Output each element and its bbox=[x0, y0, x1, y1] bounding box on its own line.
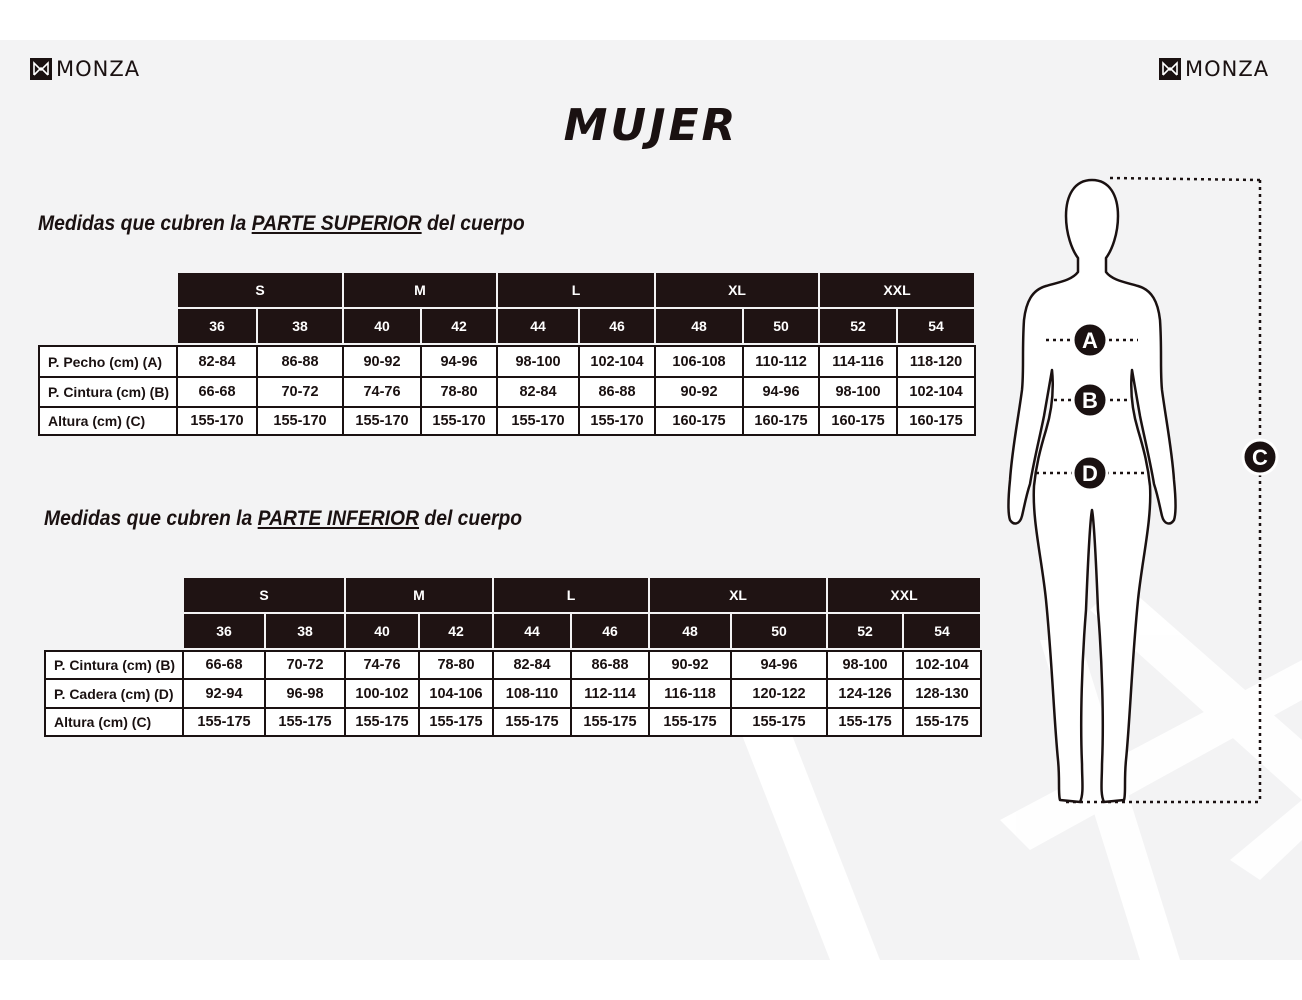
table-cell: 155-175 bbox=[494, 709, 572, 737]
size-number: 42 bbox=[420, 614, 494, 650]
size-header-l: L bbox=[498, 273, 656, 309]
marker-a-label: A bbox=[1082, 328, 1098, 353]
row-label: Altura (cm) (C) bbox=[44, 709, 184, 737]
table-cell: 118-120 bbox=[898, 345, 976, 378]
table-cell: 100-102 bbox=[346, 680, 420, 709]
row-label: P. Cadera (cm) (D) bbox=[44, 680, 184, 709]
table-cell: 86-88 bbox=[580, 378, 656, 408]
table-cell: 155-170 bbox=[258, 408, 344, 436]
table-cell: 90-92 bbox=[656, 378, 744, 408]
table-cell: 155-170 bbox=[344, 408, 422, 436]
table-cell: 155-170 bbox=[498, 408, 580, 436]
blank-corner bbox=[44, 614, 184, 650]
marker-c-label: C bbox=[1252, 445, 1268, 470]
table-cell: 94-96 bbox=[732, 650, 828, 680]
table-cell: 155-175 bbox=[650, 709, 732, 737]
size-header-m: M bbox=[346, 578, 494, 614]
table-cell: 74-76 bbox=[346, 650, 420, 680]
brand-logo-left bbox=[30, 58, 140, 80]
size-number-row bbox=[44, 614, 982, 650]
table-cell: 96-98 bbox=[266, 680, 346, 709]
upper-size-table bbox=[38, 273, 976, 436]
size-number: 46 bbox=[580, 309, 656, 345]
blank-corner bbox=[38, 273, 178, 309]
size-number: 36 bbox=[184, 614, 266, 650]
size-number: 54 bbox=[898, 309, 976, 345]
table-cell: 82-84 bbox=[178, 345, 258, 378]
heading-text: Medidas que cubren la bbox=[38, 212, 252, 235]
size-number: 48 bbox=[656, 309, 744, 345]
row-label: P. Cintura (cm) (B) bbox=[44, 650, 184, 680]
size-number: 36 bbox=[178, 309, 258, 345]
blank-corner bbox=[44, 578, 184, 614]
brand-logo-right bbox=[1159, 58, 1269, 80]
table-cell: 90-92 bbox=[344, 345, 422, 378]
marker-b bbox=[1073, 383, 1107, 417]
table-cell: 114-116 bbox=[820, 345, 898, 378]
table-cell: 70-72 bbox=[266, 650, 346, 680]
size-number: 44 bbox=[498, 309, 580, 345]
marker-d bbox=[1073, 456, 1107, 490]
table-row bbox=[38, 378, 976, 408]
upper-body-heading bbox=[38, 212, 525, 236]
table-cell: 155-175 bbox=[572, 709, 650, 737]
table-cell: 70-72 bbox=[258, 378, 344, 408]
size-chart-sheet bbox=[0, 40, 1302, 960]
marker-a bbox=[1073, 323, 1107, 357]
table-cell: 74-76 bbox=[344, 378, 422, 408]
heading-highlight: PARTE SUPERIOR bbox=[251, 212, 422, 235]
table-cell: 120-122 bbox=[732, 680, 828, 709]
table-cell: 82-84 bbox=[494, 650, 572, 680]
table-row bbox=[38, 345, 976, 378]
table-cell: 128-130 bbox=[904, 680, 982, 709]
table-cell: 90-92 bbox=[650, 650, 732, 680]
table-cell: 160-175 bbox=[898, 408, 976, 436]
size-number: 48 bbox=[650, 614, 732, 650]
table-cell: 98-100 bbox=[498, 345, 580, 378]
table-cell: 110-112 bbox=[744, 345, 820, 378]
table-cell: 106-108 bbox=[656, 345, 744, 378]
table-row bbox=[44, 650, 982, 680]
size-number: 50 bbox=[732, 614, 828, 650]
table-cell: 108-110 bbox=[494, 680, 572, 709]
size-header-xxl: XXL bbox=[820, 273, 976, 309]
table-cell: 155-175 bbox=[184, 709, 266, 737]
table-cell: 160-175 bbox=[744, 408, 820, 436]
size-header-s: S bbox=[184, 578, 346, 614]
table-cell: 82-84 bbox=[498, 378, 580, 408]
size-number: 54 bbox=[904, 614, 982, 650]
table-cell: 86-88 bbox=[258, 345, 344, 378]
blank-corner bbox=[38, 309, 178, 345]
monza-logo-icon bbox=[1159, 58, 1181, 80]
table-cell: 86-88 bbox=[572, 650, 650, 680]
table-cell: 66-68 bbox=[184, 650, 266, 680]
size-header-xl: XL bbox=[656, 273, 820, 309]
table-cell: 104-106 bbox=[420, 680, 494, 709]
lower-size-table bbox=[44, 578, 982, 737]
size-number: 46 bbox=[572, 614, 650, 650]
table-cell: 98-100 bbox=[828, 650, 904, 680]
marker-c bbox=[1243, 440, 1277, 474]
brand-wordmark: MONZA bbox=[56, 57, 141, 81]
table-cell: 98-100 bbox=[820, 378, 898, 408]
marker-d-label: D bbox=[1082, 461, 1098, 486]
table-cell: 155-170 bbox=[580, 408, 656, 436]
table-cell: 155-175 bbox=[828, 709, 904, 737]
table-cell: 160-175 bbox=[820, 408, 898, 436]
heading-highlight: PARTE INFERIOR bbox=[257, 507, 420, 530]
size-header-s: S bbox=[178, 273, 344, 309]
table-cell: 116-118 bbox=[650, 680, 732, 709]
size-number: 42 bbox=[422, 309, 498, 345]
table-cell: 155-175 bbox=[266, 709, 346, 737]
table-cell: 155-175 bbox=[732, 709, 828, 737]
marker-b-label: B bbox=[1082, 388, 1098, 413]
table-row bbox=[44, 709, 982, 737]
size-header-l: L bbox=[494, 578, 650, 614]
table-cell: 102-104 bbox=[580, 345, 656, 378]
table-cell: 94-96 bbox=[744, 378, 820, 408]
table-cell: 124-126 bbox=[828, 680, 904, 709]
table-row bbox=[44, 680, 982, 709]
size-number: 40 bbox=[346, 614, 420, 650]
table-cell: 155-175 bbox=[346, 709, 420, 737]
table-cell: 78-80 bbox=[420, 650, 494, 680]
size-letter-row bbox=[38, 273, 976, 309]
size-number: 44 bbox=[494, 614, 572, 650]
page-title: MUJER bbox=[563, 100, 739, 151]
table-cell: 155-170 bbox=[178, 408, 258, 436]
size-number: 40 bbox=[344, 309, 422, 345]
table-cell: 92-94 bbox=[184, 680, 266, 709]
table-cell: 155-175 bbox=[420, 709, 494, 737]
table-cell: 78-80 bbox=[422, 378, 498, 408]
table-cell: 102-104 bbox=[898, 378, 976, 408]
table-cell: 112-114 bbox=[572, 680, 650, 709]
monza-logo-icon bbox=[30, 58, 52, 80]
size-header-xxl: XXL bbox=[828, 578, 982, 614]
table-cell: 102-104 bbox=[904, 650, 982, 680]
heading-text: Medidas que cubren la bbox=[44, 507, 258, 530]
size-header-xl: XL bbox=[650, 578, 828, 614]
row-label: Altura (cm) (C) bbox=[38, 408, 178, 436]
row-label: P. Cintura (cm) (B) bbox=[38, 378, 178, 408]
table-cell: 155-170 bbox=[422, 408, 498, 436]
table-cell: 160-175 bbox=[656, 408, 744, 436]
body-measurement-figure bbox=[990, 170, 1290, 810]
size-header-m: M bbox=[344, 273, 498, 309]
size-letter-row bbox=[44, 578, 982, 614]
size-number: 52 bbox=[820, 309, 898, 345]
heading-text: del cuerpo bbox=[419, 507, 523, 530]
brand-wordmark: MONZA bbox=[1185, 57, 1270, 81]
lower-body-heading bbox=[44, 507, 522, 531]
size-number: 52 bbox=[828, 614, 904, 650]
row-label: P. Pecho (cm) (A) bbox=[38, 345, 178, 378]
size-number: 50 bbox=[744, 309, 820, 345]
size-number: 38 bbox=[266, 614, 346, 650]
size-number: 38 bbox=[258, 309, 344, 345]
table-cell: 155-175 bbox=[904, 709, 982, 737]
table-row bbox=[38, 408, 976, 436]
size-number-row bbox=[38, 309, 976, 345]
table-cell: 94-96 bbox=[422, 345, 498, 378]
heading-text: del cuerpo bbox=[421, 212, 525, 235]
table-cell: 66-68 bbox=[178, 378, 258, 408]
